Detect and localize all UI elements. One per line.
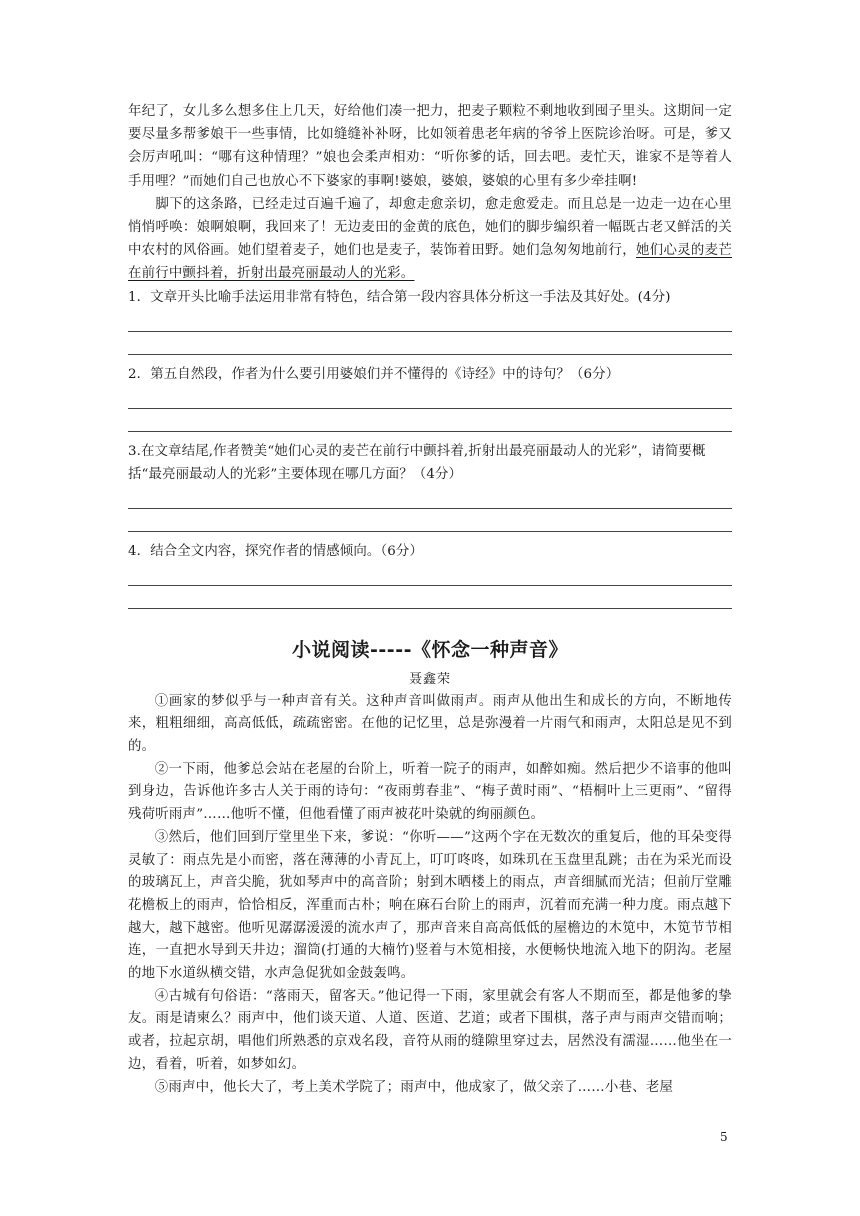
question-3-text: 3.在文章结尾,作者赞美“她们心灵的麦芒在前行中颤抖着,折射出最亮丽最动人的光彩”，请简要概括“最亮丽最动人的光彩”主要体现在哪几方面？（4分） xyxy=(128,443,706,482)
story-paragraph-3: ③然后，他们回到厅堂里坐下来，爹说：“你听——”这两个字在无数次的重复后，他的耳朵变得灵敏了：雨点先是小而密，落在薄薄的小青瓦上，叮叮咚咚，如珠玑在玉盘里乱跳；击在为采光而设的玻璃瓦上，声音尖脆，犹如琴声中的高音阶；射到木晒楼上的雨点，声音细腻而光洁；但前厅堂雕花檐板上的雨声，恰恰相反，浑重而古朴；响在麻石台阶上的雨声，沉着而充满一种力度。雨点越下越大，越下越密。他听见潺潺湲湲的流水声了，那声音来自高高低低的屋檐边的木笕中，木笕节节相连，一直把水导到天井边；溜筒(打通的大楠竹)竖着与木笕相接，水便畅快地流入地下的阴沟。老屋的地下水道纵横交错，水声急促犹如金鼓轰鸣。 xyxy=(128,829,732,982)
answer-line xyxy=(128,409,732,432)
answer-line xyxy=(128,563,732,586)
answer-line xyxy=(128,486,732,509)
answer-line xyxy=(128,309,732,332)
story-author: 聂鑫荣 xyxy=(408,671,451,687)
story-paragraph-1: ①画家的梦似乎与一种声音有关。这种声音叫做雨声。雨声从他出生和成长的方向，不断地传来，粗粗细细，高高低低，疏疏密密。在他的记忆里，总是弥漫着一片雨气和雨声，太阳总是见不到的。 xyxy=(128,693,732,755)
answer-line xyxy=(128,386,732,409)
question-1 xyxy=(128,286,732,355)
passage-paragraph-1: 年纪了，女儿多么想多住上几天，好给他们凑一把力，把麦子颗粒不剩地收到囤子里头。这期间一定要尽量多帮爹娘干一些事情，比如缝缝补补呀，比如领着患老年病的爷爷上医院诊治呀。可是，爹又会厉声吼叫：“哪有这种情理？”娘也会柔声相劝：“听你爹的话，回去吧。麦忙天，谁家不是等着人手用哩？”而她们自己也放心不下婆家的事啊!婆娘，婆娘，婆娘的心里有多少牵挂啊! xyxy=(128,104,732,189)
question-2-text: 2．第五自然段，作者为什么要引用婆娘们并不懂得的《诗经》中的诗句？（6分） xyxy=(128,366,620,382)
story-paragraph-5: ⑤雨声中，他长大了，考上美术学院了；雨声中，他成家了，做父亲了……小巷、老屋 xyxy=(154,1079,674,1095)
passage-paragraph-2-lead: 脚下的这条路，已经走过百遍千遍了，却愈走愈亲切，愈走愈爱走。而且总是一边走一边在心里悄悄呼唤：娘啊娘啊，我回来了！无边麦田的金黄的底色，她们的脚步编织着一幅既古老又鲜活的关中农村的风俗画。她们望着麦子，她们也是麦子，装饰着田野。她们急匆匆地前行， xyxy=(128,196,732,259)
page-number: 5 xyxy=(720,1130,728,1144)
underlined-sentence: 她们心灵的麦芒在前行中颤抖着，折射出最亮丽最动人的光彩。 xyxy=(128,243,733,282)
passage-paragraph-2 xyxy=(128,193,732,286)
question-2 xyxy=(128,363,732,432)
page-content xyxy=(128,100,732,1099)
story-paragraph-4: ④古城有句俗语：“落雨天，留客天。”他记得一下雨，家里就会有客人不期而至，都是他爹的挚友。雨是请柬么？雨声中，他们谈天道、人道、医道、艺道；或者下围棋，落子声与雨声交错而响；或者，拉起京胡，唱他们所熟悉的京戏名段，音符从雨的缝隙里穿过去，居然没有濡湿……他坐在一边，看着，听着，如梦如幻。 xyxy=(128,988,732,1072)
story-title: 小说阅读-----《怀念一种声音》 xyxy=(292,638,568,661)
question-3 xyxy=(128,440,732,532)
answer-line xyxy=(128,586,732,609)
question-4 xyxy=(128,540,732,609)
question-4-text: 4．结合全文内容，探究作者的情感倾向。（6分） xyxy=(128,543,423,559)
story-paragraph-2: ②一下雨，他爹总会站在老屋的台阶上，听着一院子的雨声，如醉如痴。然后把少不谙事的他叫到身边，告诉他许多古人关于雨的诗句：“夜雨剪春韭”、“梅子黄时雨”、“梧桐叶上三更雨”、“留得残荷听雨声”……他听不懂，但他看懂了雨声被花叶染就的绚丽颜色。 xyxy=(128,761,732,823)
answer-line xyxy=(128,509,732,532)
question-1-text: 1．文章开头比喻手法运用非常有特色，结合第一段内容具体分析这一手法及其好处。(4分) xyxy=(128,289,671,305)
answer-line xyxy=(128,332,732,355)
